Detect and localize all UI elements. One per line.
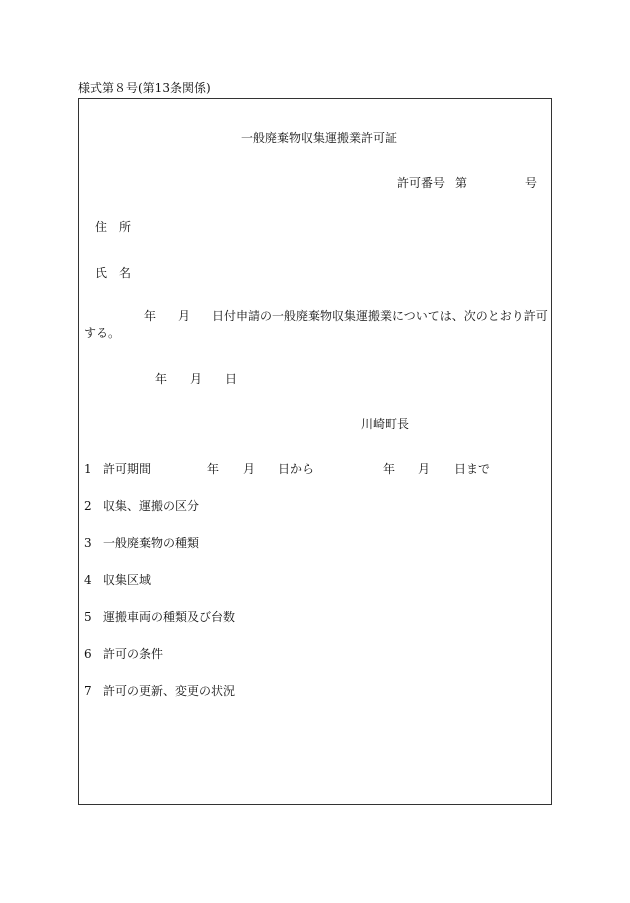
item-number: 3 (84, 536, 92, 550)
form-frame (78, 98, 552, 805)
application-text: 日付申請の一般廃棄物収集運搬業については、次のとおり許可する。 (84, 309, 548, 340)
form-number-label: 様式第８号(第13条関係) (78, 81, 211, 95)
application-month: 月 (178, 309, 191, 323)
item-label: 許可の条件 (103, 647, 164, 661)
application-year: 年 (144, 309, 157, 323)
address-label: 住 所 (95, 220, 132, 234)
item-number: 4 (84, 573, 92, 587)
permit-number-suffix: 号 (525, 176, 538, 190)
item-number: 5 (84, 610, 92, 624)
period-to-year: 年 (383, 462, 396, 476)
period-from-year: 年 (207, 462, 220, 476)
application-statement (84, 308, 550, 342)
item-number: 1 (84, 462, 92, 476)
item-number: 2 (84, 499, 92, 513)
period-to-day: 日まで (454, 462, 491, 476)
permit-number-prefix: 第 (455, 176, 468, 190)
period-to-month: 月 (418, 462, 431, 476)
period-from-day: 日から (278, 462, 315, 476)
name-label: 氏 名 (95, 266, 132, 280)
issue-day: 日 (225, 372, 238, 386)
issue-year: 年 (155, 372, 168, 386)
item-label: 収集区域 (103, 573, 152, 587)
issue-month: 月 (190, 372, 203, 386)
period-from-month: 月 (243, 462, 256, 476)
item-label: 収集、運搬の区分 (103, 499, 200, 513)
issuer: 川崎町長 (361, 417, 410, 431)
item-number: 6 (84, 647, 92, 661)
document-title: 一般廃棄物収集運搬業許可証 (241, 131, 398, 145)
item-label: 一般廃棄物の種類 (103, 536, 200, 550)
permit-number-label: 許可番号 (397, 176, 446, 190)
item-number: 7 (84, 684, 92, 698)
item-label: 許可期間 (103, 462, 152, 476)
item-label: 許可の更新、変更の状況 (103, 684, 236, 698)
item-label: 運搬車両の種類及び台数 (103, 610, 236, 624)
